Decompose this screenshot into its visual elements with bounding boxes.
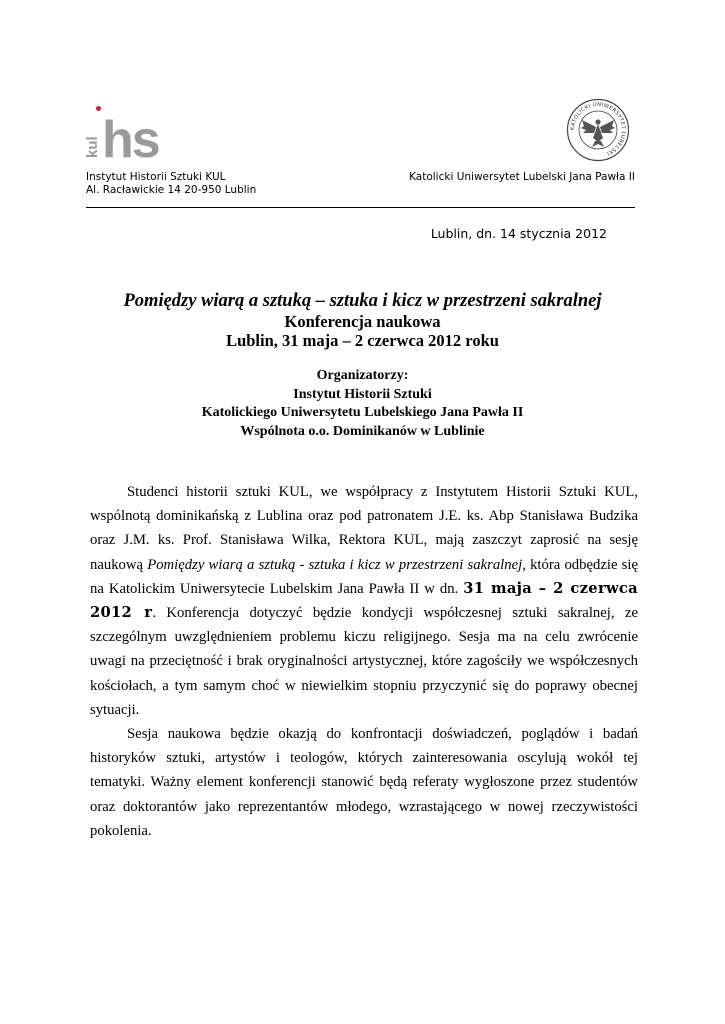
seal-text: KATOLICKI UNIWERSYTET LUBELSKI (569, 101, 627, 157)
conference-title-inline: Pomiędzy wiarą a sztuką - sztuka i kicz w przestrzeni sakralnej (147, 556, 523, 573)
conference-kind: Konferencja naukowa (284, 312, 441, 331)
paragraph-text: , która odbędzie się na Katolickim Uniwersytecie Lubelskim Jana Pawła II w dn. (90, 556, 638, 597)
svg-text:kul: kul (84, 136, 101, 158)
organizers-block (86, 367, 639, 441)
organizers-heading: Organizatorzy: (316, 368, 409, 383)
paragraph-text: . Konferencja dotyczyć będzie kondycji współczesnej sztuki sakralnej, ze szczególnym uwzględnieniem problemu kiczu religijnego. Sesja ma na celu zwrócenie uwagi na przeciętność i brak oryginalności artystycznej, które zagościły we współczesnych kościołach, a tym samym choć w niewielkim stopniu przyczynić się do poprawy obecnej sytuacji. (90, 605, 638, 718)
conference-title: Pomiędzy wiarą a sztuką – sztuka i kicz w przestrzeni sakralnej (123, 291, 602, 311)
paragraph-text: Studenci historii sztuki KUL, we współpracy z Instytutem Historii Sztuki KUL, wspólnotą dominikańską z Lublina oraz pod patronatem J.E. ks. Abp Stanisława Budzika oraz J.M. ks. Prof. Stanisława Wilka, Rektora KUL, mają zaszczyt zaprosić na sesję naukową (90, 484, 638, 573)
institute-address (86, 171, 256, 197)
body-text (90, 480, 638, 843)
university-name: Katolicki Uniwersytet Lubelski Jana Pawła II (409, 171, 635, 183)
institute-street: Al. Racławickie 14 20-950 Lublin (86, 184, 257, 196)
organizer-line: Katolickiego Uniwersytetu Lubelskiego Jana Pawła II (201, 405, 524, 420)
organizer-line: Wspólnota o.o. Dominikanów w Lublinie (240, 423, 485, 439)
institute-logo (84, 100, 194, 162)
title-block (86, 290, 639, 350)
conference-dates-inline: 31 maja – 2 czerwca 2012 r (90, 579, 638, 622)
paragraph-2: Sesja naukowa będzie okazją do konfrontacji doświadczeń, poglądów i badań historyków sztuki, artystów i teologów, których zainteresowania oscylują wokół tej tematyki. Ważny element konferencji stanowić będą referaty wygłoszone przez studentów oraz doktorantów jako reprezentantów młodego, wzrastającego w nowej rzeczywistości pokolenia. (90, 726, 638, 839)
university-seal (566, 98, 630, 162)
organizer-line: Instytut Historii Sztuki (293, 386, 432, 402)
paragraph-1 (90, 480, 638, 722)
letter-date: Lublin, dn. 14 stycznia 2012 (430, 226, 607, 241)
header-divider (86, 207, 635, 208)
institute-name: Instytut Historii Sztuki KUL (86, 171, 226, 183)
svg-text:hs: hs (102, 111, 159, 162)
conference-dates: Lublin, 31 maja – 2 czerwca 2012 roku (226, 331, 499, 350)
